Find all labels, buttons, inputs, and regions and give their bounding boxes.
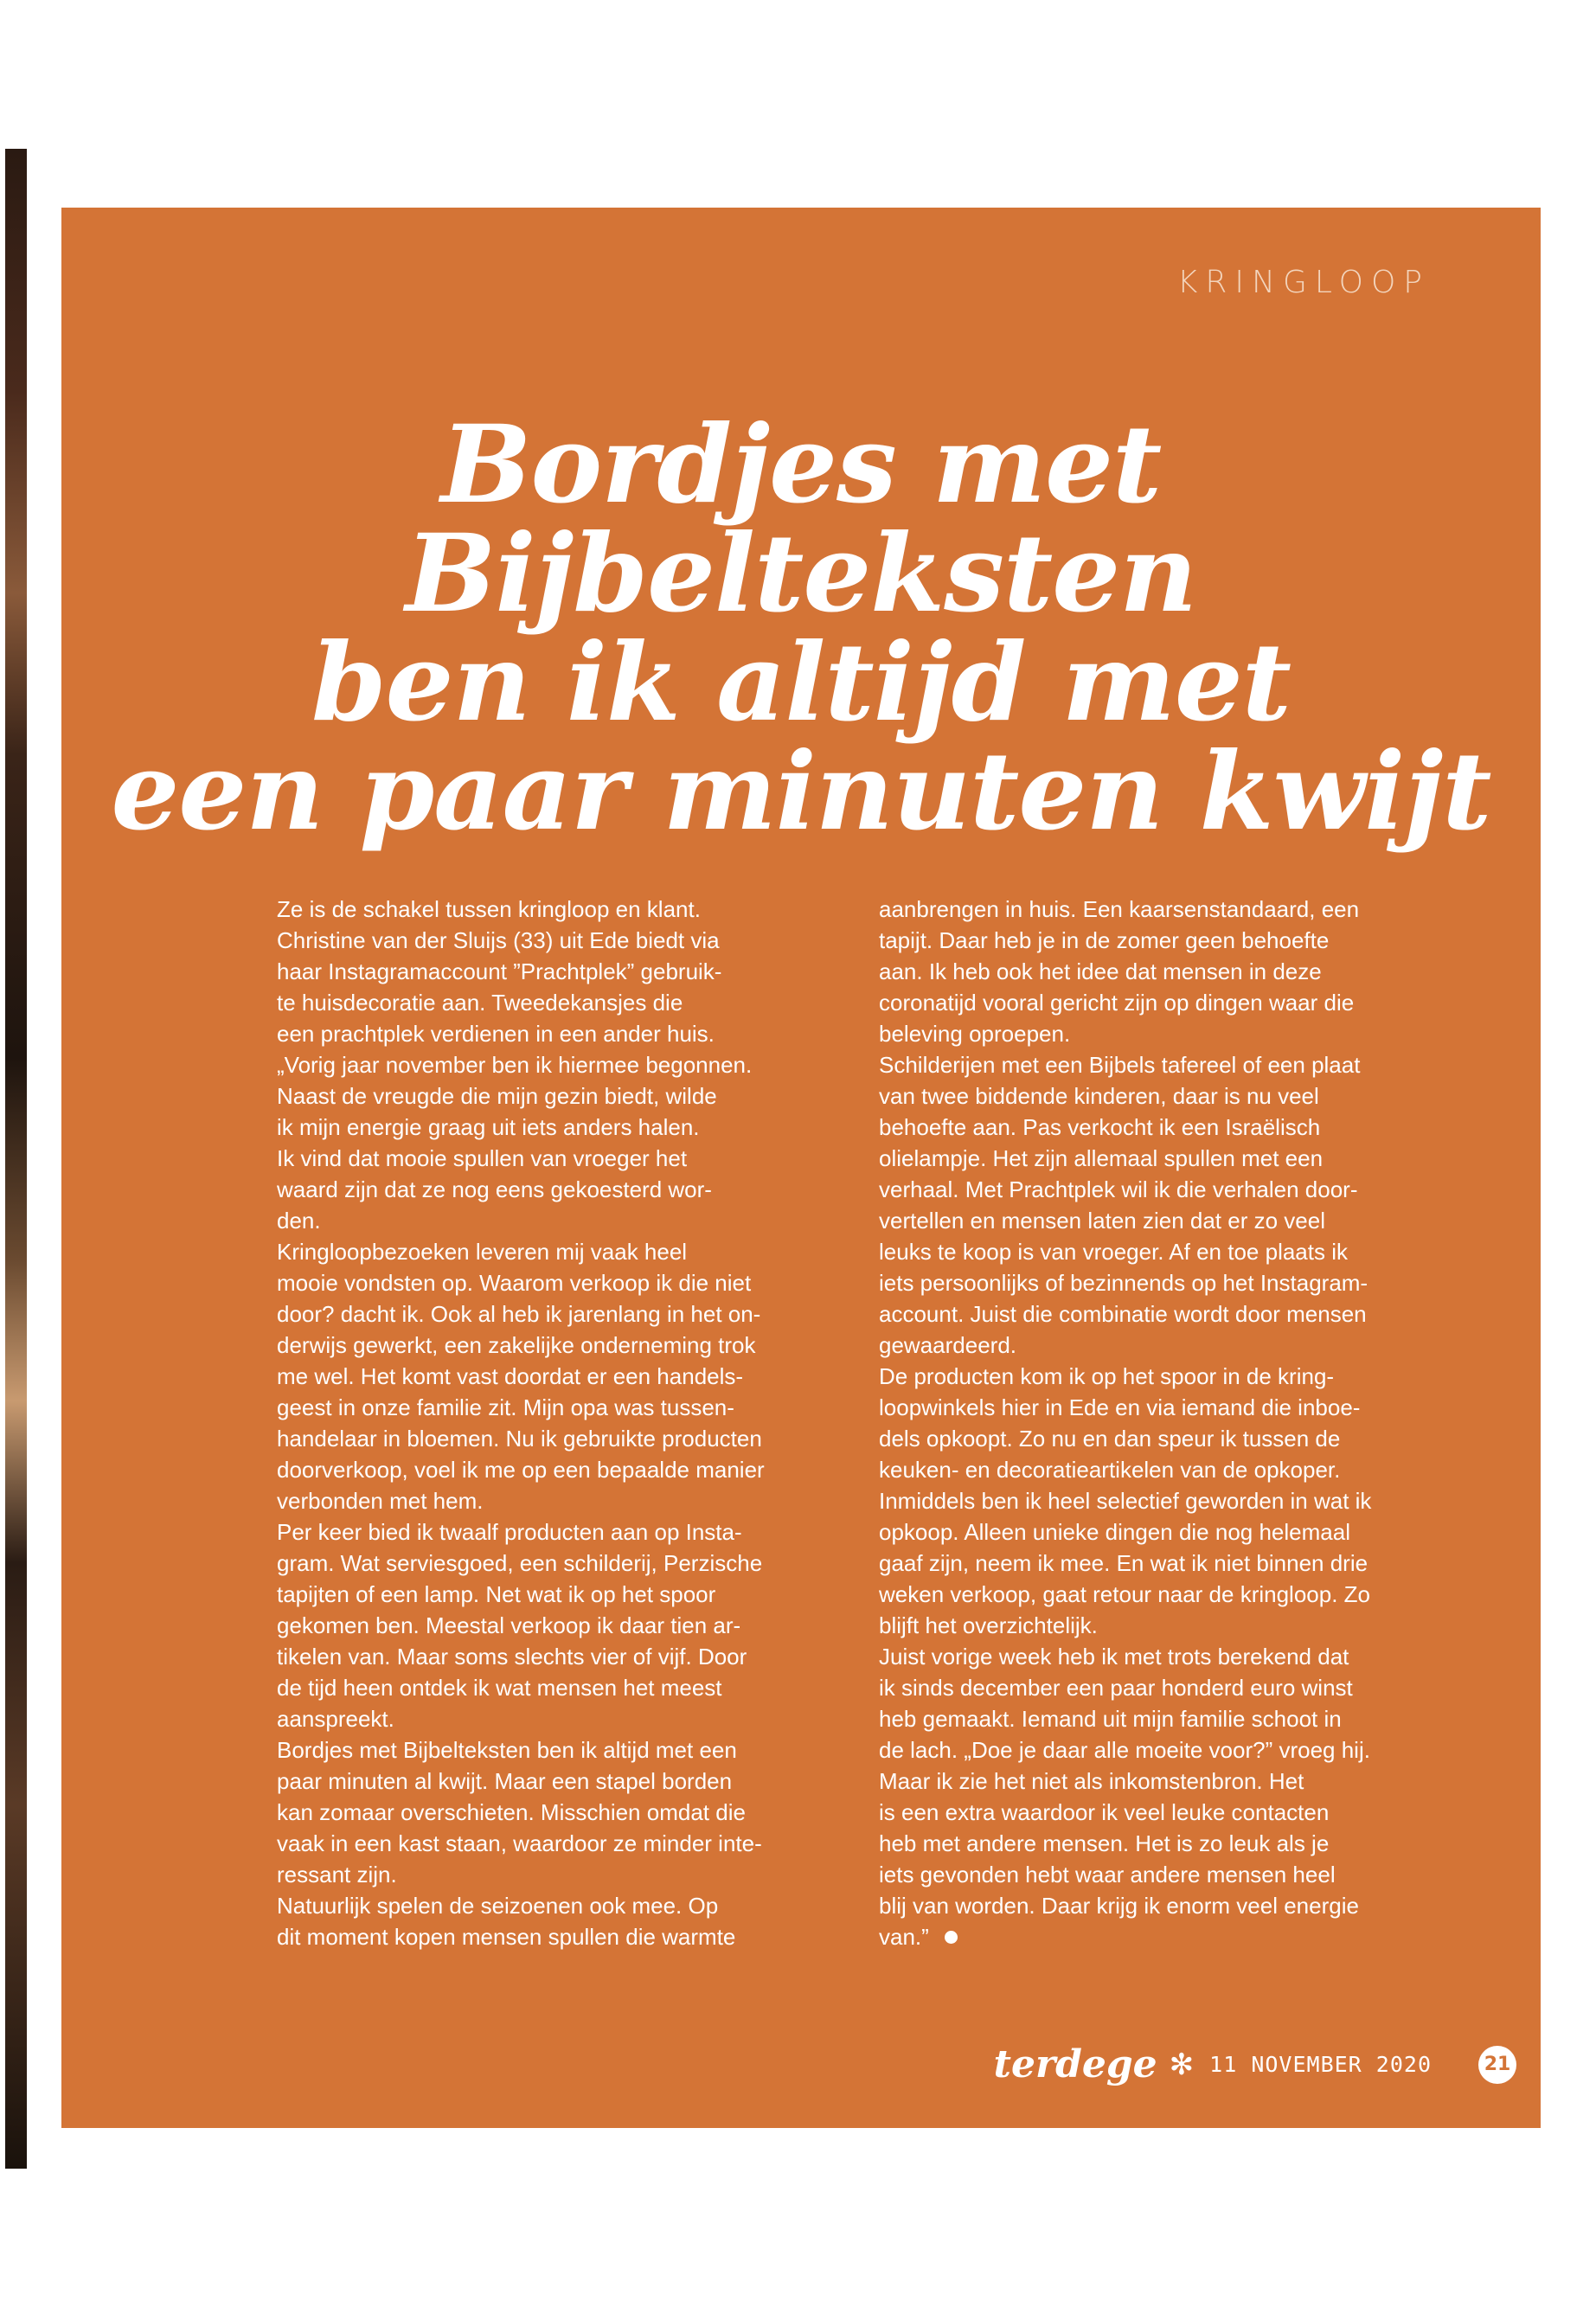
column-right <box>879 894 1389 1952</box>
paragraph-intro: Ze is de schakel tussen kringloop en klant. Christine van der Sluijs (33) uit Ede biedt via haar Instagramaccount ”Prachtplek” gebruik- te huisdecoratie aan. Tweedekansjes die een prachtplek verdienen in een ander huis. <box>277 896 722 1047</box>
body-columns <box>277 894 1389 1952</box>
article-panel <box>61 208 1541 2128</box>
paragraph: aanbrengen in huis. Een kaarsenstandaard, een tapijt. Daar heb je in de zomer geen behoefte aan. Ik heb ook het idee dat mensen in deze coronatijd vooral gericht zijn op dingen waar die beleving oproepen. <box>879 896 1360 1047</box>
column-left <box>277 894 787 1952</box>
paragraph: Natuurlijk spelen de seizoenen ook mee. Op dit moment kopen mensen spullen die warmte <box>277 1893 736 1950</box>
headline-line-3: een paar minuten kwijt <box>111 729 1491 855</box>
left-edge-photo-strip <box>5 149 27 2169</box>
headline <box>61 402 1541 855</box>
issue-date: 11 NOVEMBER 2020 <box>1209 2052 1432 2077</box>
paragraph: De producten kom ik op het spoor in de kring- loopwinkels hier in Ede en via iemand die inboe- dels opkoopt. Zo nu en dan speur ik tussen de keuken- en decoratieartikelen van de opkoper. Inmiddels ben ik heel selectief geworden in wat ik opkoop. Alleen unieke dingen die nog helemaal gaaf zijn, neem ik mee. En wat ik niet binnen drie weken verkoop, gaat retour naar de kringloop. Zo blijft het overzichtelijk. <box>879 1363 1372 1638</box>
separator-asterisk-icon: ✻ <box>1169 2048 1195 2081</box>
headline-line-2: ben ik altijd met <box>311 620 1292 746</box>
section-label: KRINGLOOP <box>1176 265 1430 300</box>
paragraph: Schilderijen met een Bijbels tafereel of een plaat van twee biddende kinderen, daar is nu veel behoefte aan. Pas verkocht ik een Israëlisch olielampje. Het zijn allemaal spullen met een verhaal. Met Prachtplek wil ik die verhalen door- vertellen en mensen laten zien dat er zo veel leuks te koop is van vroeger. Af en toe plaats ik iets persoonlijks of bezinnends op het Instagram- account. Juist die combinatie wordt door mensen gewaardeerd. <box>879 1052 1368 1358</box>
page-footer <box>994 2042 1516 2086</box>
end-mark-dot <box>945 1931 958 1944</box>
headline-line-1: Bordjes met Bijbelteksten <box>405 402 1197 637</box>
paragraph: Kringloopbezoeken leveren mij vaak heel mooie vondsten op. Waarom verkoop ik die niet door? dacht ik. Ook al heb ik jarenlang in het on- derwijs gewerkt, een zakelijke onderneming trok me wel. Het komt vast doordat er een handels- geest in onze familie zit. Mijn opa was tussen- handelaar in bloemen. Nu ik gebruikte producten doorverkoop, voel ik me op een bepaalde manier verbonden met hem. <box>277 1239 765 1514</box>
magazine-brand: terdege <box>993 2042 1157 2086</box>
paragraph-final <box>879 1641 1389 1952</box>
paragraph-final-text: Juist vorige week heb ik met trots berekend dat ik sinds december een paar honderd euro winst heb gemaakt. Iemand uit mijn familie schoot in de lach. „Doe je daar alle moeite voor?” vroeg hij. Maar ik zie het niet als inkomstenbron. Het is een extra waardoor ik veel leuke contacten heb met andere mensen. Het is zo leuk als je iets gevonden hebt waar andere mensen heel blij van worden. Daar krijg ik enorm veel energie van.” <box>879 1644 1370 1950</box>
paragraph: „Vorig jaar november ben ik hiermee begonnen. Naast de vreugde die mijn gezin biedt, wilde ik mijn energie graag uit iets anders halen. Ik vind dat mooie spullen van vroeger het waard zijn dat ze nog eens gekoesterd wor- den. <box>277 1052 753 1234</box>
paragraph: Per keer bied ik twaalf producten aan op Insta- gram. Wat serviesgoed, een schilderij, Perzische tapijten of een lamp. Net wat ik op het spoor gekomen ben. Meestal verkoop ik daar tien ar- tikelen van. Maar soms slechts vier of vijf. Door de tijd heen ontdek ik wat mensen het meest aanspreekt. <box>277 1519 763 1732</box>
page-number-badge: 21 <box>1478 2046 1516 2084</box>
paragraph: Bordjes met Bijbelteksten ben ik altijd met een paar minuten al kwijt. Maar een stapel borden kan zomaar overschieten. Misschien omdat die vaak in een kast staan, waardoor ze minder inte- ressant zijn. <box>277 1737 762 1888</box>
